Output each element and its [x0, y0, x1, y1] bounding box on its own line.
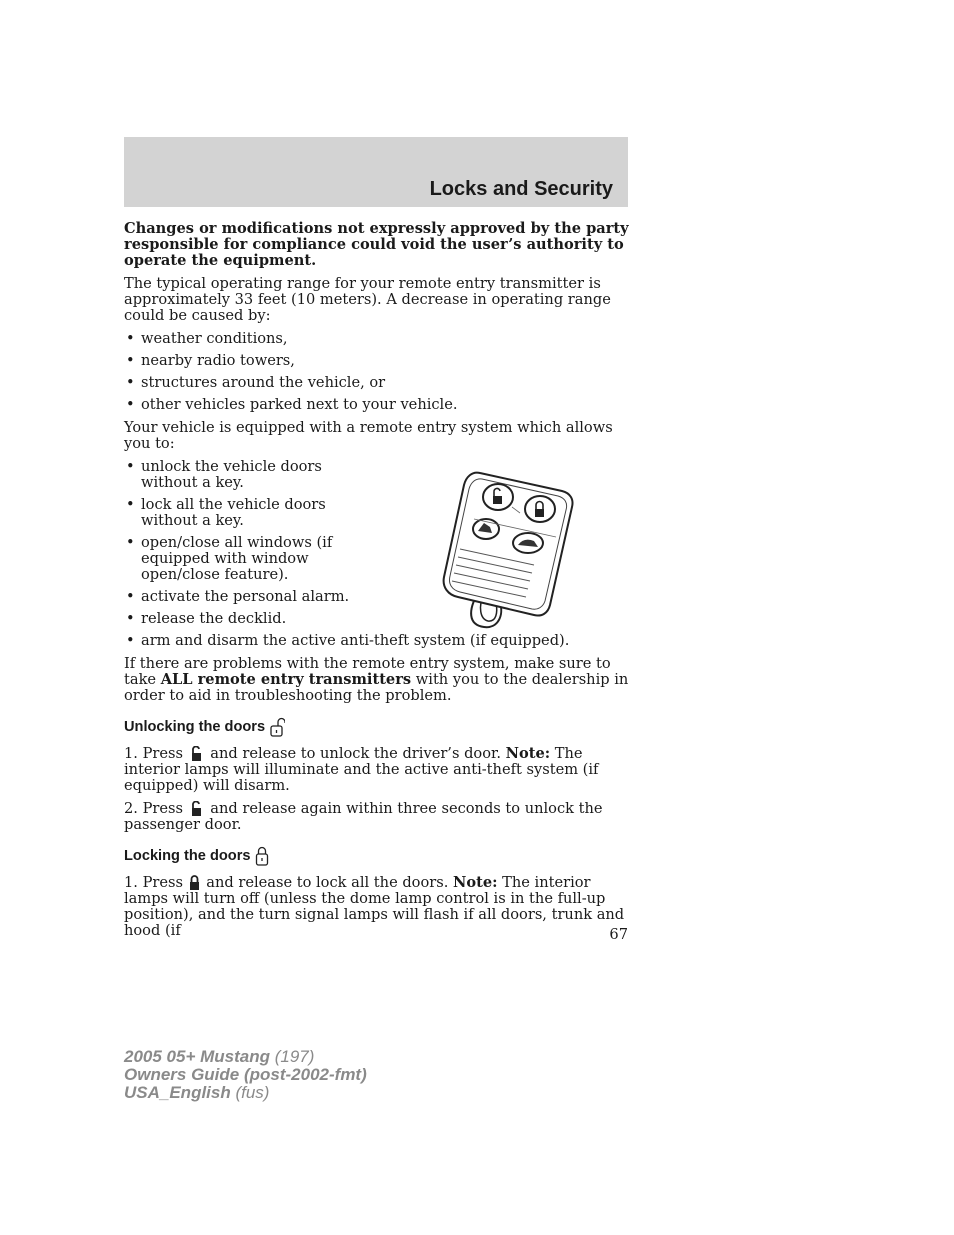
remote-transmitter-illustration: [438, 465, 574, 631]
unlock-button-icon: [188, 801, 206, 817]
list-item: • weather conditions,: [124, 331, 630, 347]
lock-button-icon: [188, 875, 202, 891]
list-item: • lock all the vehicle doors without a key.: [124, 497, 381, 529]
unlocked-padlock-icon: [269, 717, 285, 737]
locked-padlock-icon: [255, 846, 269, 866]
footer-line: USA_English (fus): [124, 1083, 270, 1102]
unlock-step-2: 2. Press and release again within three seconds to unlock the passenger door.: [124, 800, 603, 833]
unlock-button-icon: [188, 746, 206, 762]
problems-paragraph: If there are problems with the remote entry system, make sure to take ALL remote entry transmitters with you to the dealership in order to aid in troubleshooting the problem.: [124, 655, 629, 704]
features-intro: Your vehicle is equipped with a remote entry system which allows you to:: [124, 419, 613, 452]
section-header-bar: [124, 137, 628, 207]
footer-line: 2005 05+ Mustang (197): [124, 1047, 315, 1066]
list-item: • unlock the vehicle doors without a key.: [124, 459, 381, 491]
list-item: • release the decklid.: [124, 611, 381, 627]
document-footer: [124, 1048, 367, 1102]
page-content: [124, 221, 630, 946]
lock-step-1: 1. Press and release to lock all the doors. Note: The interior lamps will turn off (unless the dome lamp control is in the full-up position), and the turn signal lamps will flash if all doors, trunk and hood (if: [124, 874, 625, 939]
list-item: • other vehicles parked next to your vehicle.: [124, 397, 630, 413]
section-title: Locks and Security: [429, 178, 613, 200]
list-item: • activate the personal alarm.: [124, 589, 381, 605]
list-item: • structures around the vehicle, or: [124, 375, 630, 391]
unlocking-heading: Unlocking the doors: [124, 717, 630, 737]
page-number: 67: [609, 926, 628, 943]
range-causes-list: [124, 331, 630, 413]
unlock-step-1: 1. Press and release to unlock the driver’s door. Note: The interior lamps will illuminate and the active anti-theft system (if equipped) will disarm.: [124, 745, 599, 794]
footer-line: Owners Guide (post-2002-fmt): [124, 1065, 367, 1084]
list-item: • arm and disarm the active anti-theft system (if equipped).: [124, 633, 630, 649]
locking-heading: Locking the doors: [124, 846, 630, 866]
range-paragraph: The typical operating range for your remote entry transmitter is approximately 33 feet (10 meters). A decrease in operating range could be caused by:: [124, 275, 611, 324]
list-item: • open/close all windows (if equipped with window open/close feature).: [124, 535, 381, 583]
fcc-warning: Changes or modifications not expressly approved by the party responsible for compliance could void the user’s authority to operate the equipment.: [124, 220, 629, 269]
features-block: [124, 459, 630, 649]
list-item: • nearby radio towers,: [124, 353, 630, 369]
